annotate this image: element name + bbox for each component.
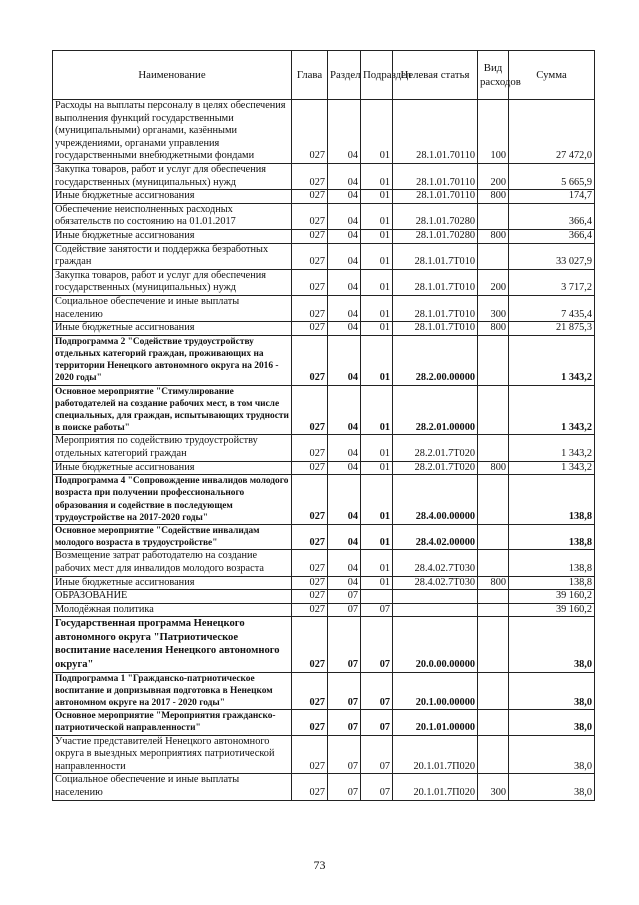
table-row	[53, 100, 595, 164]
table-row	[53, 435, 595, 461]
cell-sum: 39 160,2	[509, 590, 595, 604]
table-row	[53, 590, 595, 604]
cell-sum: 5 665,9	[509, 163, 595, 189]
cell-name: Иные бюджетные ассигнования	[53, 190, 292, 204]
cell-section: 07	[328, 735, 361, 774]
cell-subsection: 07	[361, 735, 393, 774]
cell-sum: 38,0	[509, 617, 595, 672]
cell-subsection: 01	[361, 229, 393, 243]
cell-chapter: 027	[292, 322, 328, 336]
cell-target: 28.1.01.70110	[393, 100, 478, 164]
cell-target: 28.1.01.70110	[393, 163, 478, 189]
cell-chapter: 027	[292, 100, 328, 164]
cell-sum: 1 343,2	[509, 461, 595, 475]
cell-name: Основное мероприятие "Содействие инвалидам молодого возраста в трудоустройстве"	[53, 524, 292, 549]
cell-sum: 138,8	[509, 576, 595, 590]
cell-section: 07	[328, 710, 361, 735]
cell-target: 28.1.01.70110	[393, 190, 478, 204]
cell-section: 07	[328, 774, 361, 800]
cell-name: ОБРАЗОВАНИЕ	[53, 590, 292, 604]
table-row	[53, 774, 595, 800]
cell-subsection: 01	[361, 335, 393, 385]
cell-name: Социальное обеспечение и иные выплаты населению	[53, 774, 292, 800]
cell-name: Подпрограмма 1 "Гражданско-патриотическое воспитание и допризывная подготовка в Ненецком автономном округе на 2017 - 2020 годы"	[53, 672, 292, 710]
cell-name: Иные бюджетные ассигнования	[53, 461, 292, 475]
cell-chapter: 027	[292, 335, 328, 385]
cell-name: Основное мероприятие "Стимулирование работодателей на создание рабочих мест, в том числе специальных, для граждан, испытывающих трудности в поиске работы"	[53, 385, 292, 435]
cell-section: 04	[328, 461, 361, 475]
table-row	[53, 229, 595, 243]
cell-section: 04	[328, 475, 361, 525]
cell-sum: 138,8	[509, 475, 595, 525]
cell-target: 28.1.01.7Т010	[393, 322, 478, 336]
cell-subsection: 01	[361, 475, 393, 525]
cell-sum: 38,0	[509, 774, 595, 800]
cell-type	[478, 735, 509, 774]
cell-target: 20.0.00.00000	[393, 617, 478, 672]
cell-chapter: 027	[292, 672, 328, 710]
cell-chapter: 027	[292, 190, 328, 204]
cell-target: 28.4.02.7Т030	[393, 576, 478, 590]
cell-name: Подпрограмма 4 "Сопровождение инвалидов молодого возраста при получении профессионального образования и содействие в последующем трудоустройстве на 2017-2020 годы"	[53, 475, 292, 525]
cell-section: 04	[328, 335, 361, 385]
cell-sum: 27 472,0	[509, 100, 595, 164]
cell-subsection: 01	[361, 243, 393, 269]
header-subsection: Подраздел	[361, 51, 393, 100]
cell-type: 100	[478, 100, 509, 164]
cell-name: Закупка товаров, работ и услуг для обеспечения государственных (муниципальных) нужд	[53, 163, 292, 189]
cell-chapter: 027	[292, 203, 328, 229]
table-body	[53, 100, 595, 801]
cell-section: 04	[328, 322, 361, 336]
cell-target: 20.1.01.00000	[393, 710, 478, 735]
table-row	[53, 550, 595, 576]
cell-chapter: 027	[292, 385, 328, 435]
cell-type	[478, 672, 509, 710]
cell-name: Расходы на выплаты персоналу в целях обеспечения выполнения функций государственными (муниципальными) органами, казёнными учреждениями, органами управления государственными внебюджетными фондами	[53, 100, 292, 164]
cell-name: Молодёжная политика	[53, 603, 292, 617]
cell-subsection	[361, 590, 393, 604]
cell-section: 04	[328, 190, 361, 204]
cell-type	[478, 710, 509, 735]
cell-type: 800	[478, 229, 509, 243]
header-target: Целевая статья	[393, 51, 478, 100]
cell-name: Подпрограмма 2 "Содействие трудоустройству отдельных категорий граждан, проживающих на территории Ненецкого автономного округа на 2016 - 2020 годы"	[53, 335, 292, 385]
cell-subsection: 01	[361, 524, 393, 549]
cell-type: 300	[478, 774, 509, 800]
cell-type: 800	[478, 322, 509, 336]
cell-subsection: 01	[361, 550, 393, 576]
cell-section: 04	[328, 295, 361, 321]
header-chapter: Глава	[292, 51, 328, 100]
table-row	[53, 203, 595, 229]
header-sum: Сумма	[509, 51, 595, 100]
table-row	[53, 190, 595, 204]
cell-subsection: 07	[361, 617, 393, 672]
cell-chapter: 027	[292, 163, 328, 189]
cell-subsection: 01	[361, 203, 393, 229]
cell-type: 800	[478, 576, 509, 590]
cell-chapter: 027	[292, 603, 328, 617]
cell-chapter: 027	[292, 774, 328, 800]
cell-sum: 38,0	[509, 672, 595, 710]
cell-type: 800	[478, 190, 509, 204]
cell-subsection: 01	[361, 295, 393, 321]
cell-subsection: 07	[361, 774, 393, 800]
table-row	[53, 475, 595, 525]
table-row	[53, 269, 595, 295]
cell-sum: 1 343,2	[509, 435, 595, 461]
cell-section: 04	[328, 435, 361, 461]
cell-subsection: 07	[361, 672, 393, 710]
cell-type: 300	[478, 295, 509, 321]
cell-type	[478, 590, 509, 604]
cell-chapter: 027	[292, 435, 328, 461]
cell-sum: 21 875,3	[509, 322, 595, 336]
cell-type: 200	[478, 163, 509, 189]
cell-sum: 33 027,9	[509, 243, 595, 269]
cell-section: 07	[328, 603, 361, 617]
cell-section: 07	[328, 617, 361, 672]
table-row	[53, 163, 595, 189]
cell-chapter: 027	[292, 710, 328, 735]
cell-chapter: 027	[292, 550, 328, 576]
cell-name: Обеспечение неисполненных расходных обязательств по состоянию на 01.01.2017	[53, 203, 292, 229]
cell-sum: 1 343,2	[509, 385, 595, 435]
cell-sum: 38,0	[509, 710, 595, 735]
cell-subsection: 01	[361, 576, 393, 590]
table-row	[53, 461, 595, 475]
cell-type	[478, 385, 509, 435]
cell-target: 28.1.01.70280	[393, 229, 478, 243]
cell-target: 28.1.01.7Т010	[393, 295, 478, 321]
cell-target: 28.1.01.7Т010	[393, 269, 478, 295]
cell-subsection: 01	[361, 269, 393, 295]
cell-chapter: 027	[292, 735, 328, 774]
cell-type	[478, 243, 509, 269]
cell-section: 07	[328, 590, 361, 604]
cell-name: Иные бюджетные ассигнования	[53, 229, 292, 243]
cell-section: 04	[328, 163, 361, 189]
cell-section: 04	[328, 550, 361, 576]
cell-target: 28.4.02.00000	[393, 524, 478, 549]
cell-sum: 138,8	[509, 550, 595, 576]
cell-chapter: 027	[292, 576, 328, 590]
cell-type	[478, 524, 509, 549]
cell-chapter: 027	[292, 295, 328, 321]
cell-sum: 38,0	[509, 735, 595, 774]
cell-chapter: 027	[292, 243, 328, 269]
cell-name: Мероприятия по содействию трудоустройству отдельных категорий граждан	[53, 435, 292, 461]
page-number: 73	[313, 858, 326, 872]
cell-type	[478, 603, 509, 617]
cell-target: 28.4.00.00000	[393, 475, 478, 525]
cell-name: Участие представителей Ненецкого автономного округа в выездных мероприятиях патриотической направленности	[53, 735, 292, 774]
cell-subsection: 07	[361, 603, 393, 617]
cell-sum: 366,4	[509, 229, 595, 243]
cell-section: 04	[328, 269, 361, 295]
header-name: Наименование	[53, 51, 292, 100]
cell-sum: 1 343,2	[509, 335, 595, 385]
table-row	[53, 576, 595, 590]
table-row	[53, 243, 595, 269]
table-row	[53, 295, 595, 321]
table-header-row	[53, 51, 595, 100]
budget-table	[52, 50, 595, 801]
cell-type: 800	[478, 461, 509, 475]
cell-section: 04	[328, 229, 361, 243]
cell-name: Государственная программа Ненецкого автономного округа "Патриотическое воспитание населения Ненецкого автономного округа"	[53, 617, 292, 672]
cell-target: 28.1.01.7Т010	[393, 243, 478, 269]
cell-type	[478, 203, 509, 229]
cell-section: 04	[328, 243, 361, 269]
table-row	[53, 617, 595, 672]
cell-section: 07	[328, 672, 361, 710]
cell-target	[393, 590, 478, 604]
cell-subsection: 01	[361, 461, 393, 475]
cell-section: 04	[328, 576, 361, 590]
cell-chapter: 027	[292, 461, 328, 475]
cell-section: 04	[328, 100, 361, 164]
cell-type: 200	[478, 269, 509, 295]
cell-subsection: 01	[361, 190, 393, 204]
header-type: Вид расходов	[478, 51, 509, 100]
cell-target	[393, 603, 478, 617]
table-row	[53, 335, 595, 385]
cell-subsection: 01	[361, 163, 393, 189]
cell-type	[478, 335, 509, 385]
cell-type	[478, 435, 509, 461]
cell-target: 28.2.01.7Т020	[393, 461, 478, 475]
table-row	[53, 524, 595, 549]
cell-subsection: 07	[361, 710, 393, 735]
cell-sum: 3 717,2	[509, 269, 595, 295]
cell-subsection: 01	[361, 322, 393, 336]
cell-subsection: 01	[361, 100, 393, 164]
cell-sum: 138,8	[509, 524, 595, 549]
cell-target: 28.1.01.70280	[393, 203, 478, 229]
cell-chapter: 027	[292, 590, 328, 604]
cell-name: Иные бюджетные ассигнования	[53, 576, 292, 590]
cell-sum: 174,7	[509, 190, 595, 204]
cell-target: 20.1.01.7П020	[393, 735, 478, 774]
cell-target: 28.2.00.00000	[393, 335, 478, 385]
cell-name: Иные бюджетные ассигнования	[53, 322, 292, 336]
table-row	[53, 672, 595, 710]
cell-chapter: 027	[292, 229, 328, 243]
cell-section: 04	[328, 385, 361, 435]
cell-name: Содействие занятости и поддержка безработных граждан	[53, 243, 292, 269]
cell-target: 28.4.02.7Т030	[393, 550, 478, 576]
cell-chapter: 027	[292, 269, 328, 295]
table-row	[53, 735, 595, 774]
cell-name: Социальное обеспечение и иные выплаты населению	[53, 295, 292, 321]
table-row	[53, 710, 595, 735]
cell-section: 04	[328, 524, 361, 549]
cell-name: Основное мероприятие "Мероприятия гражданско-патриотической направленности"	[53, 710, 292, 735]
cell-target: 28.2.01.7Т020	[393, 435, 478, 461]
table-row	[53, 603, 595, 617]
cell-type	[478, 617, 509, 672]
cell-chapter: 027	[292, 524, 328, 549]
cell-chapter: 027	[292, 617, 328, 672]
cell-type	[478, 475, 509, 525]
cell-sum: 39 160,2	[509, 603, 595, 617]
cell-name: Закупка товаров, работ и услуг для обеспечения государственных (муниципальных) нужд	[53, 269, 292, 295]
cell-subsection: 01	[361, 435, 393, 461]
cell-sum: 366,4	[509, 203, 595, 229]
cell-chapter: 027	[292, 475, 328, 525]
cell-name: Возмещение затрат работодателю на создание рабочих мест для инвалидов молодого возраста	[53, 550, 292, 576]
cell-sum: 7 435,4	[509, 295, 595, 321]
cell-type	[478, 550, 509, 576]
cell-section: 04	[328, 203, 361, 229]
cell-target: 20.1.00.00000	[393, 672, 478, 710]
cell-subsection: 01	[361, 385, 393, 435]
cell-target: 20.1.01.7П020	[393, 774, 478, 800]
cell-target: 28.2.01.00000	[393, 385, 478, 435]
header-section: Раздел	[328, 51, 361, 100]
table-row	[53, 322, 595, 336]
table-row	[53, 385, 595, 435]
